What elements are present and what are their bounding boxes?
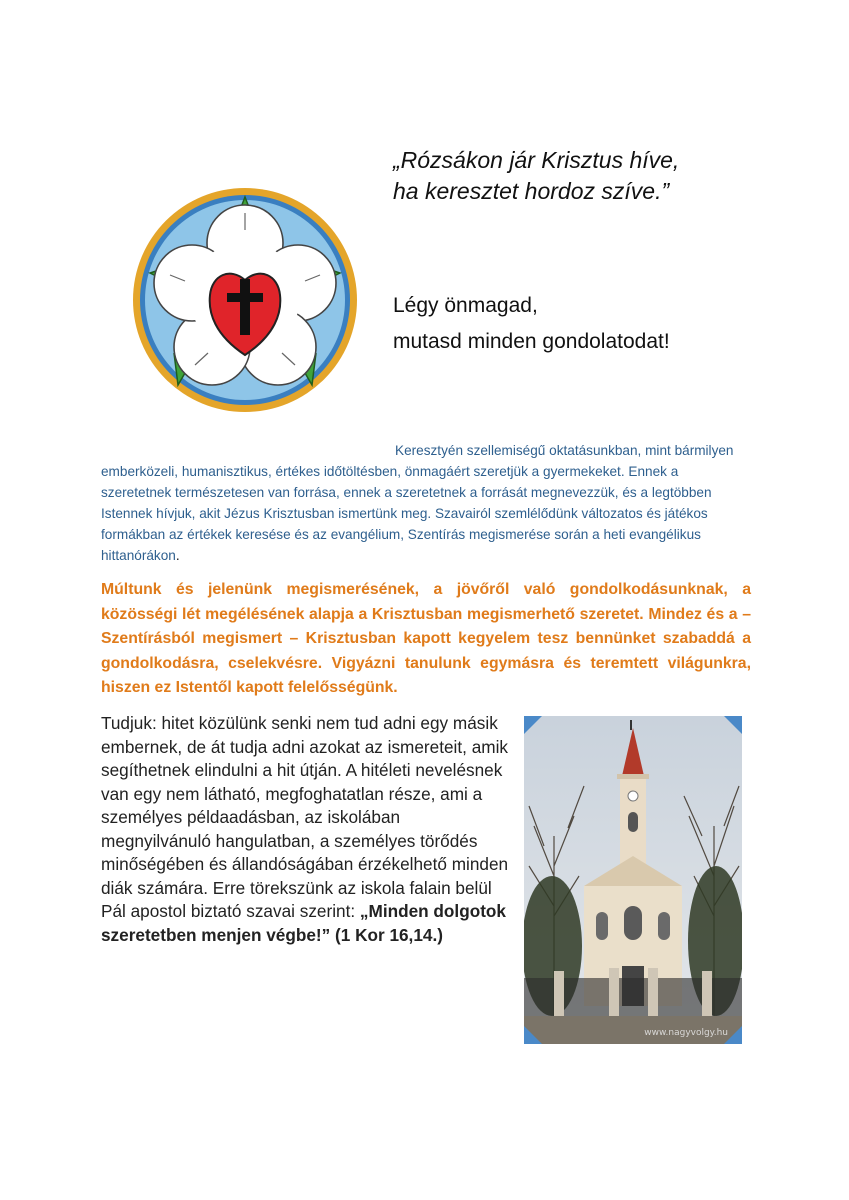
intro-end: .: [175, 548, 180, 563]
church-photo: [524, 716, 742, 1044]
motto: [393, 288, 813, 360]
intro-text: Keresztyén szellemiségű oktatásunkban, mint bármilyen emberközeli, humanisztikus, értékes időtöltésben, önmagáért szeretjük a gyermekeket. Ennek a szeretetnek természetesen van forrása, ennek a szeretetnek a forrását megnevezzük, és a legtöbben Istennek hívjuk, akit Jézus Krisztusban ismertünk meg. Szavairól szemlélődünk változatos és játékos formákban az értékek keresése és az evangélium, Szentírás megismerése során a heti evangélikus hittanórákon: [101, 443, 734, 563]
bible-quote: „Minden dolgotok szeretetben menjen végbe!” (1 Kor 16,14.): [101, 901, 506, 945]
photo-watermark: www.nagyvolgy.hu: [644, 1028, 728, 1038]
quote-line-2: ha keresztet hordoz szíve.”: [393, 178, 670, 204]
faith-paragraph: [101, 712, 511, 947]
intro-paragraph: [101, 440, 751, 566]
quote-line-1: „Rózsákon jár Krisztus híve,: [393, 147, 680, 173]
motto-line-2: mutasd minden gondolatodat!: [393, 330, 670, 353]
luther-rose-icon: [130, 185, 360, 415]
quote: [393, 145, 813, 207]
faith-text: Tudjuk: hitet közülünk senki nem tud adni egy másik embernek, de át tudja adni azokat az ismereteit, amik segíthetnek elindulni a hit útján. A hitéleti nevelésnek van egy nem látható, megfoghatatlan része, ami a személyes példaadásban, az iskolában megnyilvánuló hangulatban, a személyes törődés minőségében és állandóságában érzékelhető minden diák számára. Erre törekszünk az iskola falain belül Pál apostol biztató szavai szerint:: [101, 713, 509, 921]
church-illustration: [524, 716, 742, 1044]
motto-line-1: Légy önmagad,: [393, 294, 538, 317]
highlight-paragraph: Múltunk és jelenünk megismerésének, a jövőről való gondolkodásunknak, a közösségi lét megélésének alapja a Krisztusban megismerhető szeretet. Mindez és a – Szentírásból megismert – Krisztusban kapott kegyelem tesz bennünket szabaddá a gondolkodásra, cselekvésre. Vigyázni tanulunk egymásra és teremtett világunkra, hiszen ez Istentől kapott felelősségünk.: [101, 581, 751, 697]
